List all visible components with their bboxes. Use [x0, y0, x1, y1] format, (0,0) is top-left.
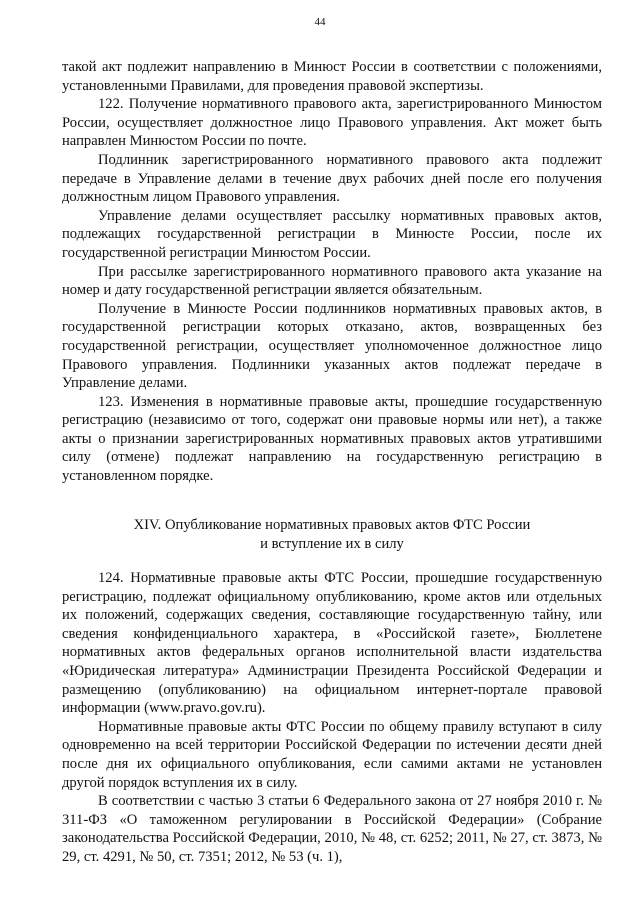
paragraph-122: 122. Получение нормативного правового акта, зарегистрированного Минюстом России, осуществляет должностное лицо Правового управления. Акт может быть направлен Минюстом России по почте.	[62, 96, 602, 150]
section-heading-line-1: XIV. Опубликование нормативных правовых актов ФТС России	[133, 517, 531, 533]
section-heading-line-2: и вступление их в силу	[260, 535, 404, 552]
body-text-top	[62, 58, 602, 486]
page-number: 44	[314, 16, 326, 28]
paragraph-distribution: Управление делами осуществляет рассылку нормативных правовых актов, подлежащих государственной регистрации в Минюсте России, после их государственной регистрации Минюстом России.	[62, 207, 602, 261]
paragraph-124: 124. Нормативные правовые акты ФТС России, прошедшие государственную регистрацию, подлежат официальному опубликованию, кроме актов или отдельных их положений, содержащих сведения, составляющие государственную тайну, или сведения конфиденциального характера, в «Российской газете», Бюллетене нормативных актов федеральных органов исполнительной власти издательства «Юридическая литература» Администрации Президента Российской Федерации и размещению (опубликованию) на официальном интернет-портале правовой информации (www.pravo.gov.ru).	[62, 570, 602, 717]
paragraph-123: 123. Изменения в нормативные правовые акты, прошедшие государственную регистрацию (независимо от того, содержат они правовые нормы или нет), а также акты о признании зарегистрированных нормативных правовых актов утратившими силу (отмене) подлежат направлению на государственную регистрацию в установленном порядке.	[62, 393, 602, 485]
paragraph-entry-into-force: Нормативные правовые акты ФТС России по общему правилу вступают в силу одновременно на всей территории Российской Федерации по истечении десяти дней после дня их официального опубликования, если самими актами не установлен другой порядок вступления их в силу.	[62, 718, 602, 791]
body-text-bottom	[62, 569, 602, 867]
paragraph-original-transfer: Подлинник зарегистрированного нормативного правового акта подлежит передаче в Управление делами в течение двух рабочих дней после его получения должностным лицом Правового управления.	[62, 151, 602, 206]
paragraph-continuation: такой акт подлежит направлению в Минюст России в соответствии с положениями, установленными Правилами, для проведения правовой экспертизы.	[62, 59, 602, 94]
paragraph-federal-law: В соответствии с частью 3 статьи 6 Федерального закона от 27 ноября 2010 г. № 311-ФЗ «О таможенном регулировании в Российской Федерации» (Собрание законодательства Российской Федерации, 2010, № 48, ст. 6252; 2011, № 27, ст. 3873, № 29, ст. 4291, № 50, ст. 7351; 2012, № 53 (ч. 1),	[62, 793, 602, 865]
paragraph-refused-acts: Получение в Минюсте России подлинников нормативных правовых актов, в государственной регистрации которых отказано, актов, возвращенных без государственной регистрации, осуществляет уполномоченное должностное лицо Правового управления. Подлинники указанных актов подлежат передаче в Управление делами.	[62, 300, 602, 392]
section-heading	[62, 516, 602, 553]
paragraph-registration-number: При рассылке зарегистрированного нормативного правового акта указание на номер и дату государственной регистрации является обязательным.	[62, 263, 602, 299]
